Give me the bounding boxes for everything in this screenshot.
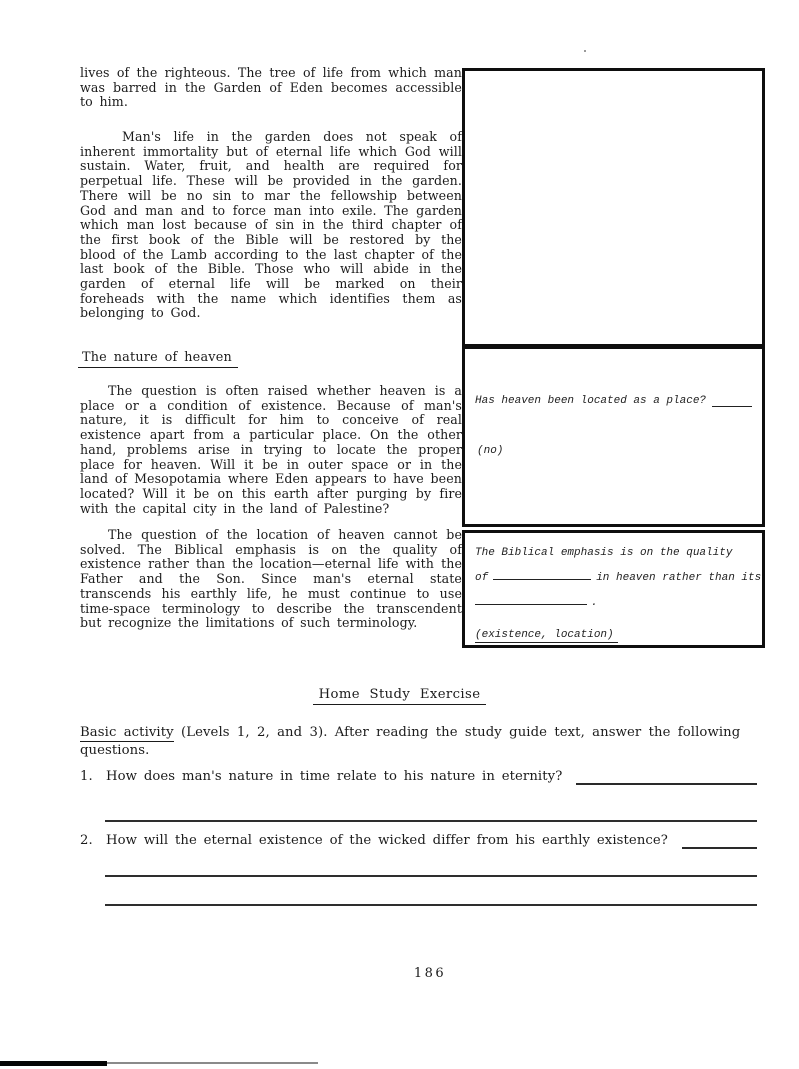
answer-key-text: (existence, location)	[475, 629, 618, 643]
exercise-title-row	[0, 683, 799, 705]
box-text-fragment: .	[591, 597, 598, 609]
answer-blank-line	[105, 875, 757, 877]
question-row-1	[80, 769, 757, 785]
answer-blank-line	[682, 834, 757, 849]
answer-box-column	[462, 68, 765, 648]
question-text: How does man's nature in time relate to his nature in eternity?	[106, 769, 563, 784]
blank-line	[475, 603, 587, 605]
box-text-line: The Biblical emphasis is on the quality	[475, 547, 733, 559]
answer-blank-line	[576, 770, 757, 785]
scan-speck	[584, 50, 586, 52]
box-text-fragment: of	[475, 572, 489, 584]
paragraph-tree-of-life: lives of the righteous. The tree of life from which man was barred in the Garden of Eden becomes accessible to him.	[80, 65, 462, 110]
question-number: 2.	[80, 833, 93, 848]
answer-blank-line	[105, 904, 757, 906]
paragraph-location-of-heaven: The question of the location of heaven cannot be solved. The Biblical emphasis is on the quality of existence rather than the location—eternal life with the Father and the Son. Since man's eternal state transcends his earthly life, he must continue to use time-space terminology to describe the transcendent but recognize the limitations of such terminology.	[80, 527, 462, 631]
intro-text: (Levels 1, 2, and 3). After reading the study guide text, answer the following	[173, 725, 741, 740]
paragraph-mans-life-garden: Man's life in the garden does not speak of inherent immortality but of eternal life which God will sustain. Water, fruit, and health are required for perpetual life. These will be provided in the garden. There will be no sin to mar the fellowship between God and man and to force man into exile. The garden which man lost because of sin in the third chapter of the first book of the Bible will be restored by the blood of the Lamb according to the last chapter of the last book of the Bible. Those who will abide in the garden of eternal life will be marked on their foreheads with the name which identifies them as belonging to God.	[80, 129, 462, 321]
page-number: 186	[413, 966, 447, 981]
question-row-2	[80, 833, 757, 849]
scan-artifact-bar	[0, 1061, 107, 1066]
box-text-line	[475, 566, 762, 591]
exercise-intro	[80, 724, 770, 759]
paragraph-heaven-place-question: The question is often raised whether heaven is a place or a condition of existence. Because of man's nature, it is difficult for him to conceive of real existence apart from a particular place. On the other hand, problems arise in trying to locate the proper place for heaven. Will it be in outer space or in the land of Mesopotamia where Eden appears to have been located? Will it be on this earth after purging by fire with the capital city in the land of Palestine?	[80, 383, 462, 516]
box-question-text: Has heaven been located as a place?	[475, 395, 707, 407]
answer-box-empty	[462, 68, 765, 347]
answer-blank-line	[105, 820, 757, 822]
blank-line	[712, 394, 752, 407]
intro-text-line2: questions.	[80, 742, 150, 758]
answer-key-text: (no)	[477, 445, 504, 457]
box-text-line	[475, 591, 754, 616]
question-number: 1.	[80, 769, 93, 784]
box-text-fragment: in heaven rather than its	[596, 572, 762, 584]
basic-activity-label: Basic activity	[80, 725, 174, 740]
answer-box-heaven-place	[462, 346, 765, 527]
exercise-title: Home Study Exercise	[313, 687, 487, 705]
answer-box-biblical-emphasis	[462, 530, 765, 648]
question-text: How will the eternal existence of the wicked differ from his earthly existence?	[106, 833, 668, 848]
box-question-line	[475, 394, 752, 407]
blank-line	[493, 578, 591, 580]
section-heading-nature-of-heaven: The nature of heaven	[78, 350, 238, 368]
